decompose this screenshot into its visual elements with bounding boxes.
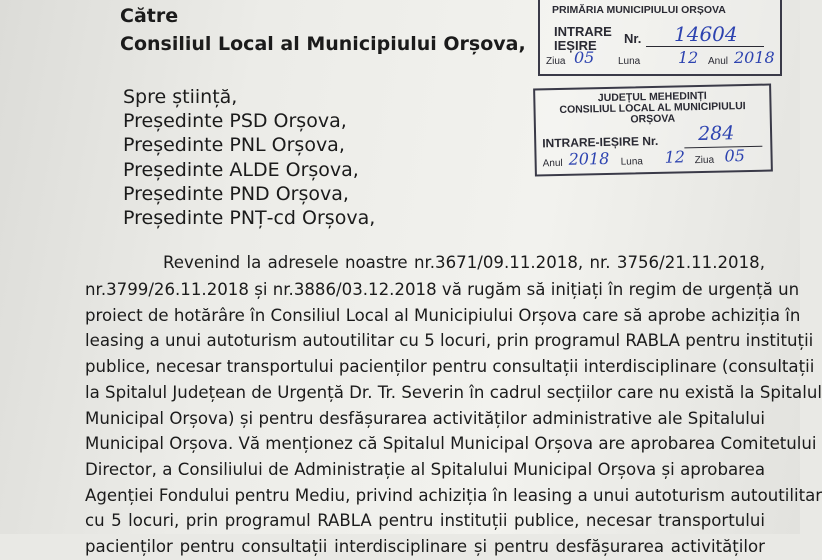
stamp-luna-value: 12 [678, 48, 699, 67]
stamp-title: PRIMĂRIA MUNICIPIULUI ORȘOVA [552, 4, 726, 16]
cc-item: Președinte PSD Orșova, [123, 110, 347, 132]
body-line: pacienților pentru consultații interdisciplinare și pentru desfășurarea activităților [85, 537, 765, 557]
stamp-anul-value: 2018 [734, 48, 775, 67]
stamp-number: 284 [697, 122, 735, 146]
stamp-ziua-label: Ziua [546, 56, 566, 67]
stamp-intrare-label: INTRARE [554, 24, 612, 39]
stamp-luna-label: Luna [620, 156, 644, 168]
cc-item: Președinte ALDE Orșova, [123, 159, 359, 181]
stamp-luna-label: Luna [618, 56, 641, 67]
body-line: Municipal Orșova) și pentru desfășurarea activităților administrative ale Spitalului [85, 408, 765, 428]
stamp-anul-label: Anul [708, 56, 729, 67]
body-line-1: Revenind la adresele noastre nr.3671/09.11.2018, nr. 3756/21.11.2018, [163, 253, 765, 272]
addressee-to-label: Către [120, 5, 179, 27]
cc-item: Președinte PND Orșova, [123, 183, 349, 205]
stamp-number-line [646, 46, 764, 47]
cc-item: Președinte PNȚ-cd Orșova, [123, 207, 376, 229]
stamp-anul-value: 2018 [568, 148, 610, 169]
stamp-anul-label: Anul [542, 157, 563, 170]
stamp-number: 14604 [674, 22, 738, 46]
registration-stamp-consiliu [533, 84, 773, 177]
stamp-ziua-value: 05 [724, 146, 746, 166]
body-line: la Spitalul Județean de Urgență Dr. Tr. Severin în cadrul secțiilor care nu există la Spitalul [85, 382, 822, 402]
stamp-entry-label: INTRARE-IEȘIRE Nr. [542, 133, 659, 151]
body-text [85, 277, 822, 560]
body-line: publice, necesar transportului pacienților pentru consultații interdisciplinare (consultații [85, 357, 815, 377]
body-line: Municipal Orșova. Vă menționez că Spitalul Municipal Orșova are aprobarea Comitetului [85, 434, 817, 454]
stamp-county: JUDEȚUL MEHEDINȚI [597, 89, 707, 105]
body-line: cu 5 locuri, prin programul RABLA pentru instituții publice, necesar transportului [85, 511, 765, 531]
registration-stamp-primarie [538, 0, 782, 76]
stamp-council: CONSILIUL LOCAL AL MUNICIPIULUI [559, 100, 746, 116]
stamp-luna-value: 12 [664, 147, 686, 167]
body-line: Agenției Fondului pentru Mediu, privind achiziția în leasing a unui autoturism autoutilitar [85, 485, 822, 505]
cc-item: Președinte PNL Orșova, [123, 134, 345, 156]
stamp-nr-label: Nr. [624, 31, 642, 46]
stamp-iesire-label: IEȘIRE [554, 38, 597, 53]
body-line: proiect de hotărâre în Consiliul Local al Municipiului Orșova care să aprobe achiziția în [85, 305, 801, 325]
body-line: leasing a unui autoturism autoutilitar cu 5 locuri, prin programul RABLA pentru instituții [85, 331, 814, 351]
cc-label: Spre știință, [123, 86, 238, 108]
body-line: Director, a Consiliului de Administrație al Spitalului Municipal Orșova și aprobarea [85, 459, 765, 479]
body-line: nr.3799/26.11.2018 și nr.3886/03.12.2018 vă rugăm să inițiați în regim de urgență un [85, 280, 800, 299]
stamp-ziua-value: 05 [574, 48, 595, 67]
stamp-ziua-label: Ziua [694, 154, 715, 167]
stamp-town: ORȘOVA [630, 112, 676, 126]
addressee-recipient: Consiliul Local al Municipiului Orșova, [120, 33, 526, 55]
